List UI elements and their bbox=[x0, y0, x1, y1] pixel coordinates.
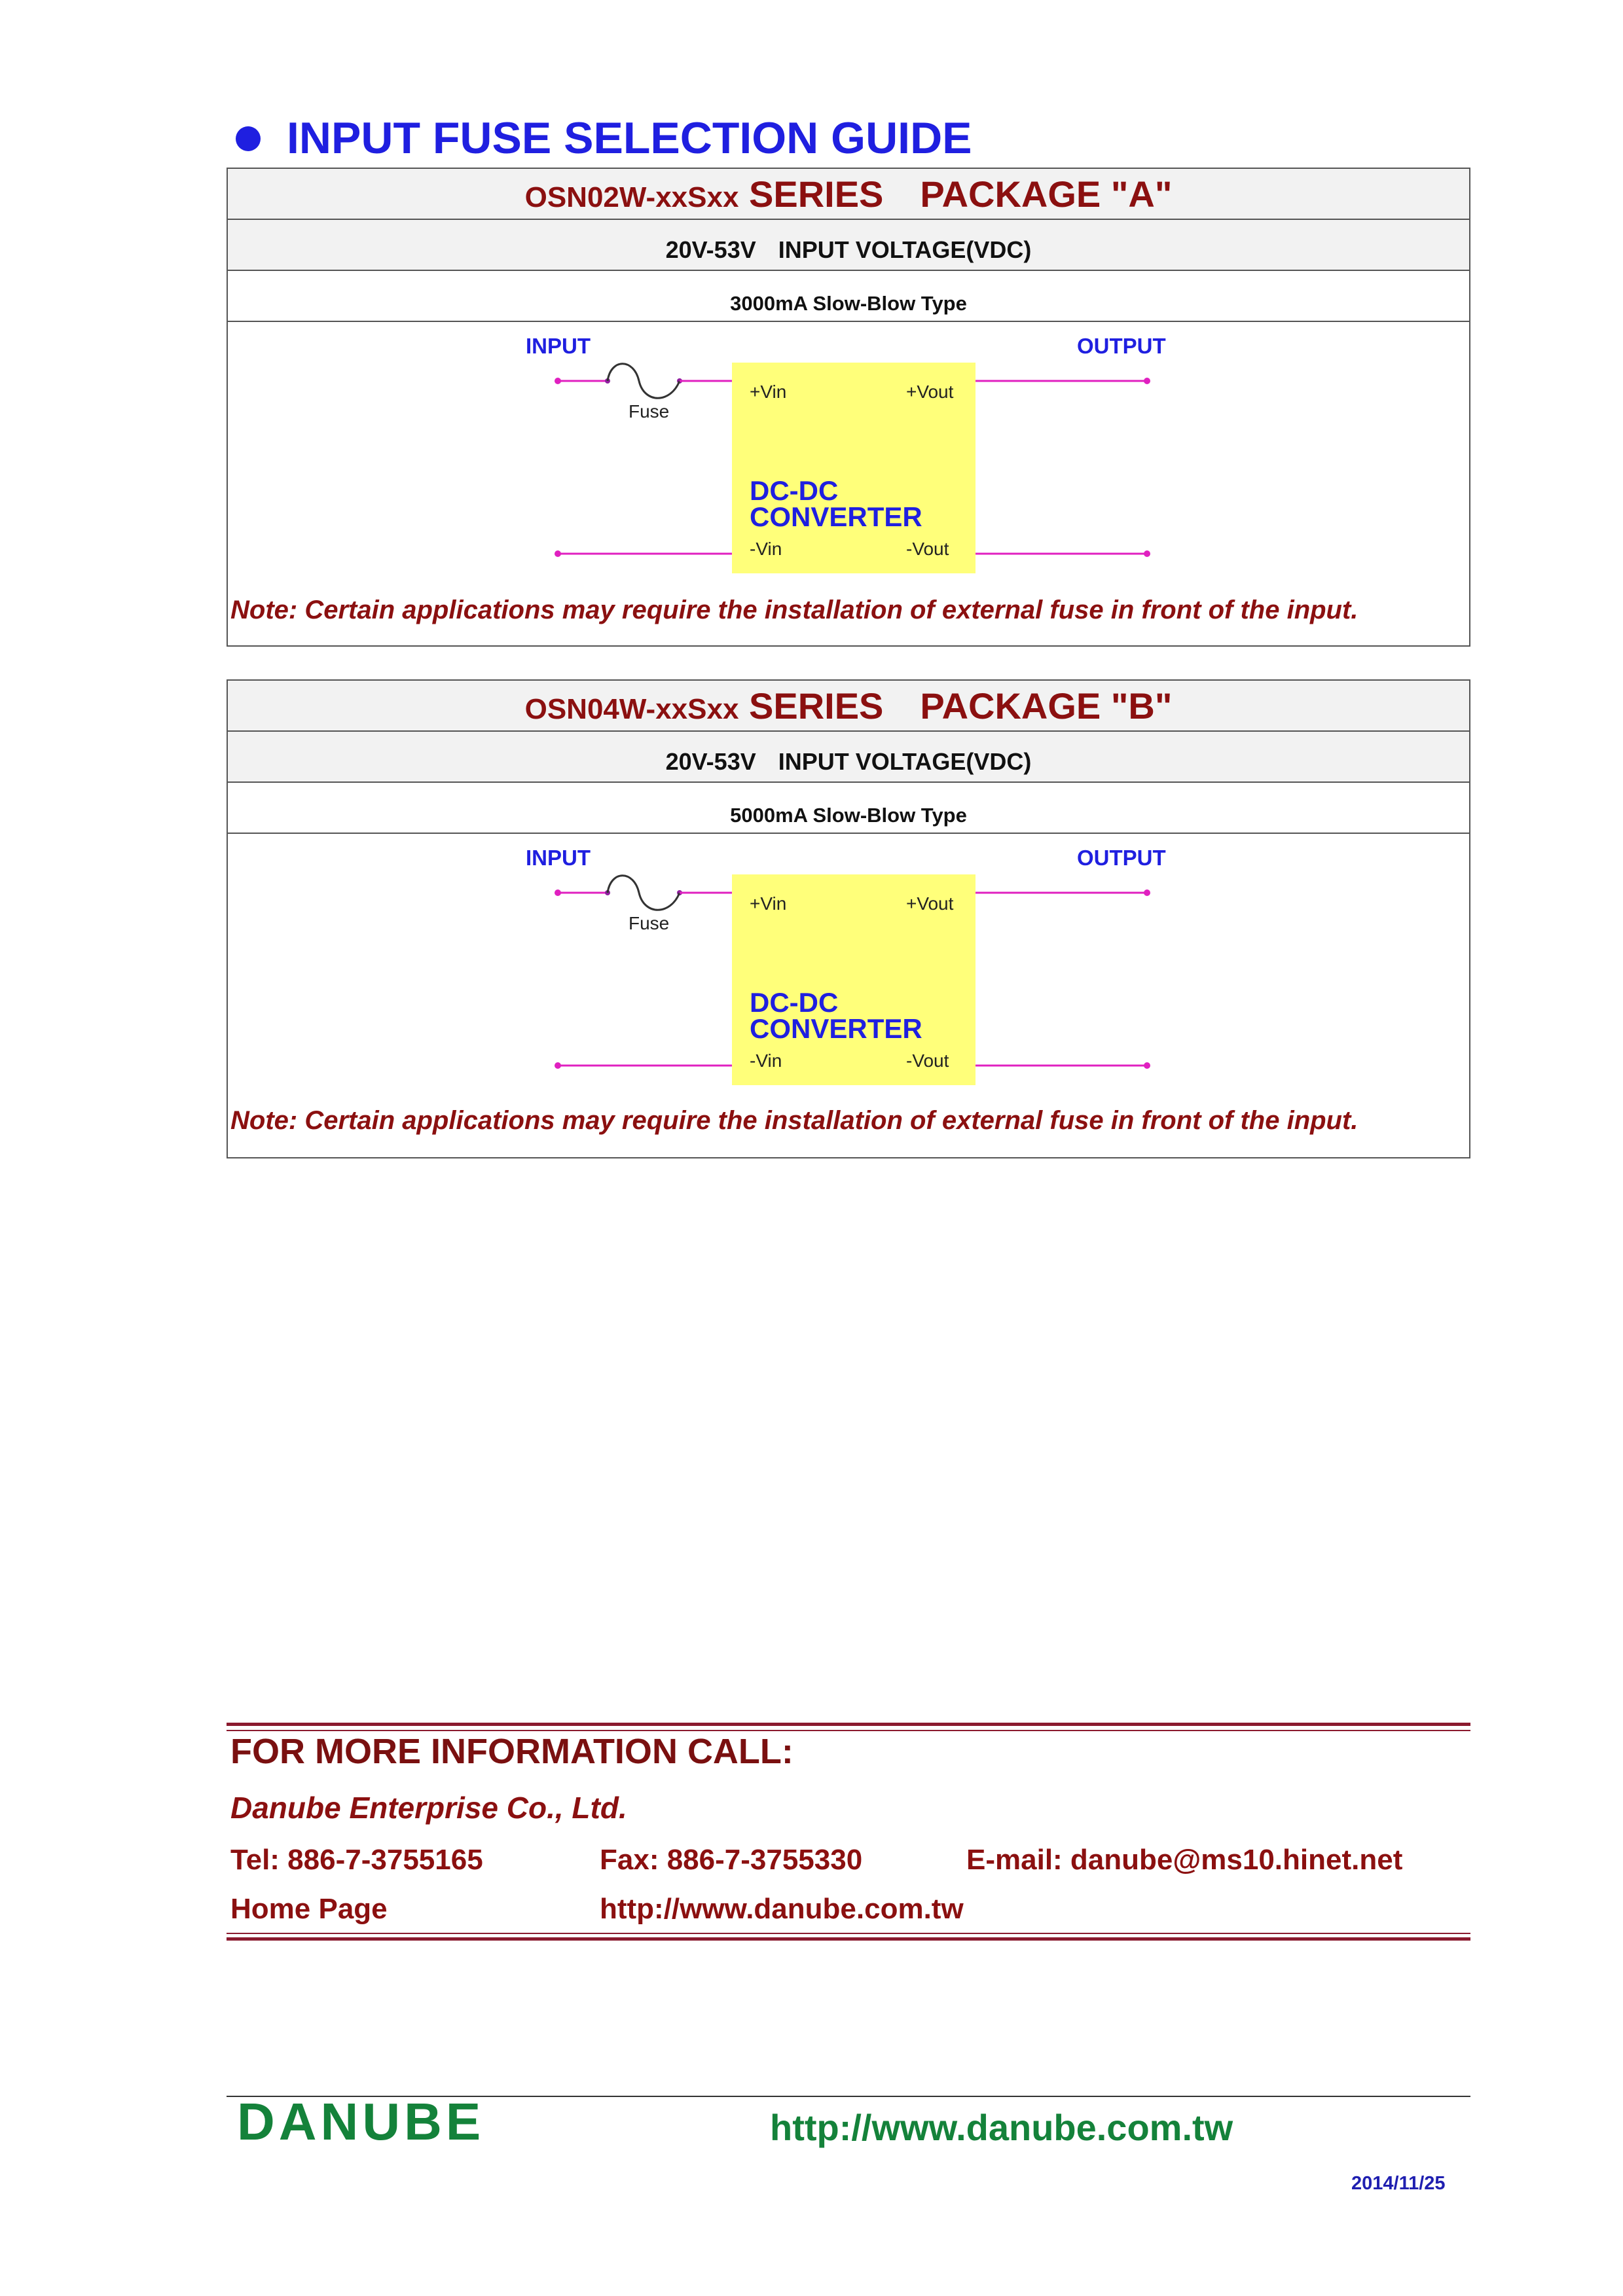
terminal-output-plus bbox=[1144, 889, 1150, 896]
fuse-label: Fuse bbox=[629, 401, 670, 422]
converter-title-line1: DC-DC bbox=[750, 987, 839, 1018]
package-b-table bbox=[227, 679, 1470, 1158]
series-word: SERIES bbox=[749, 173, 884, 215]
terminal-input-minus bbox=[555, 550, 561, 557]
vout-plus-pin: +Vout bbox=[906, 382, 954, 402]
fuse-icon bbox=[608, 364, 680, 399]
vout-minus-pin: -Vout bbox=[906, 1050, 949, 1071]
series-model: OSN02W-xxSxx bbox=[524, 181, 739, 213]
fuse-label: Fuse bbox=[629, 913, 670, 933]
homepage-label: Home Page bbox=[230, 1893, 388, 1925]
danube-logo: DANUBE bbox=[237, 2092, 485, 2151]
package-name: PACKAGE "B" bbox=[920, 685, 1173, 726]
fax: Fax: 886-7-3755330 bbox=[600, 1844, 863, 1876]
series-model: OSN04W-xxSxx bbox=[524, 693, 739, 725]
footer-website-link[interactable]: http://www.danube.com.tw bbox=[770, 2107, 1233, 2148]
terminal-output-plus bbox=[1144, 378, 1150, 384]
input-label: INPUT bbox=[526, 846, 591, 870]
vin-plus-pin: +Vin bbox=[750, 893, 787, 914]
email-link[interactable]: E-mail: danube@ms10.hinet.net bbox=[966, 1844, 1403, 1876]
vout-minus-pin: -Vout bbox=[906, 539, 949, 559]
terminal-output-minus bbox=[1144, 1062, 1150, 1069]
vout-plus-pin: +Vout bbox=[906, 893, 954, 914]
package-a-note: Note: Certain applications may require the installation of external fuse in front of the input. bbox=[230, 596, 1359, 624]
voltage-label: INPUT VOLTAGE(VDC) bbox=[778, 236, 1032, 263]
package-b-header bbox=[228, 681, 1469, 732]
package-a-header bbox=[228, 169, 1469, 220]
terminal-output-minus bbox=[1144, 550, 1150, 557]
vin-plus-pin: +Vin bbox=[750, 382, 787, 402]
page-title: INPUT FUSE SELECTION GUIDE bbox=[287, 113, 972, 163]
voltage-row bbox=[228, 732, 1469, 783]
package-name: PACKAGE "A" bbox=[920, 173, 1173, 215]
voltage-label: INPUT VOLTAGE(VDC) bbox=[778, 748, 1032, 775]
divider bbox=[227, 1937, 1470, 1941]
voltage-row bbox=[228, 220, 1469, 271]
vin-minus-pin: -Vin bbox=[750, 539, 782, 559]
package-a-table bbox=[227, 168, 1470, 647]
homepage-link[interactable]: http://www.danube.com.tw bbox=[600, 1893, 964, 1925]
company-name: Danube Enterprise Co., Ltd. bbox=[230, 1791, 627, 1825]
fuse-type-row bbox=[228, 271, 1469, 322]
terminal-input-minus bbox=[555, 1062, 561, 1069]
divider bbox=[227, 1933, 1470, 1934]
tel: Tel: 886-7-3755165 bbox=[230, 1844, 483, 1876]
fuse-type: 3000mA Slow-Blow Type bbox=[730, 292, 967, 315]
divider bbox=[227, 1723, 1470, 1726]
terminal-input-plus bbox=[555, 889, 561, 896]
output-label: OUTPUT bbox=[1077, 846, 1166, 870]
voltage-range: 20V-53V bbox=[665, 748, 756, 775]
voltage-range: 20V-53V bbox=[665, 236, 756, 263]
converter-title-line2: CONVERTER bbox=[750, 501, 922, 532]
document-date: 2014/11/25 bbox=[1351, 2173, 1446, 2194]
fuse-type-row bbox=[228, 783, 1469, 834]
series-word: SERIES bbox=[749, 685, 884, 726]
vin-minus-pin: -Vin bbox=[750, 1050, 782, 1071]
converter-title-line1: DC-DC bbox=[750, 475, 839, 506]
fuse-type: 5000mA Slow-Blow Type bbox=[730, 804, 967, 827]
bullet-icon bbox=[236, 126, 261, 151]
converter-title-line2: CONVERTER bbox=[750, 1013, 922, 1044]
package-b-note: Note: Certain applications may require the installation of external fuse in front of the input. bbox=[230, 1106, 1359, 1135]
fuse-icon bbox=[608, 876, 680, 910]
terminal-input-plus bbox=[555, 378, 561, 384]
input-label: INPUT bbox=[526, 334, 591, 358]
contact-heading: FOR MORE INFORMATION CALL: bbox=[230, 1732, 793, 1771]
output-label: OUTPUT bbox=[1077, 334, 1166, 358]
